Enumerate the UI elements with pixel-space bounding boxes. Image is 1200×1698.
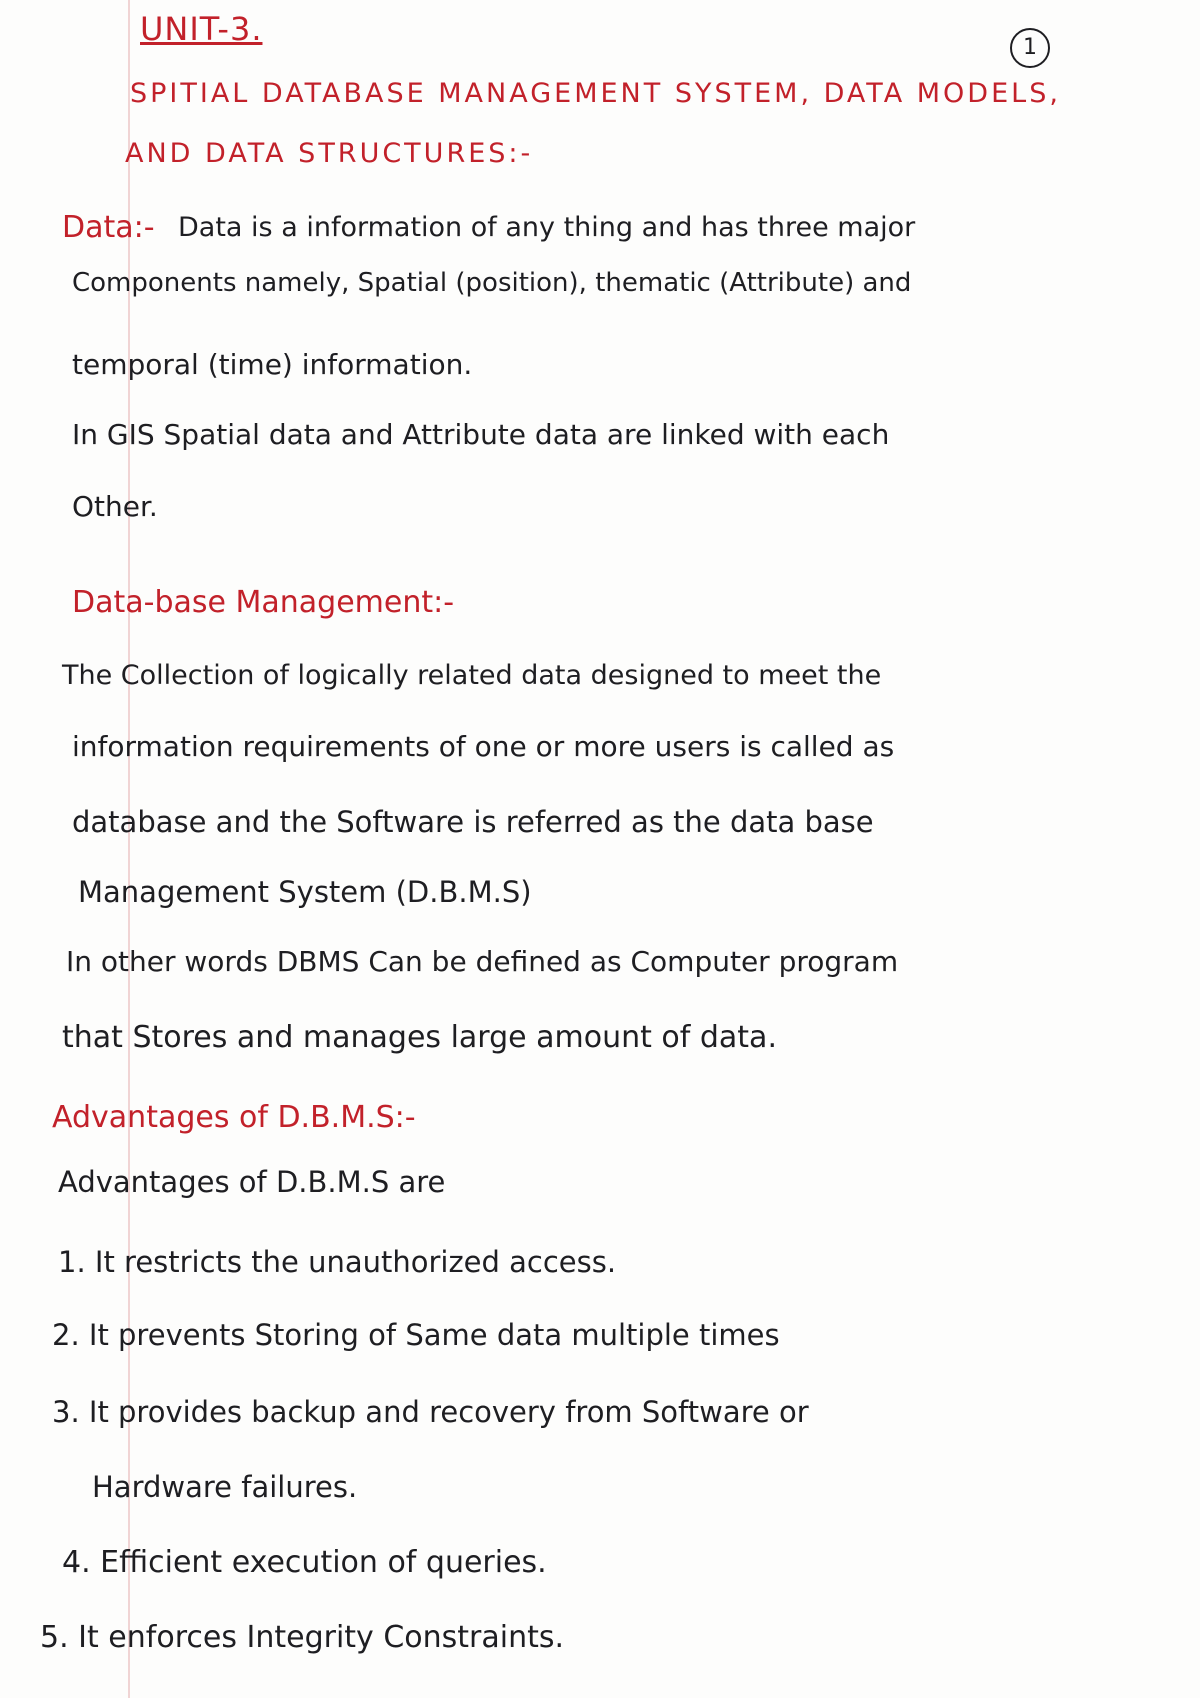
adv-item-4: 4. Efficient execution of queries.	[62, 1545, 547, 1580]
dbm-line-1: The Collection of logically related data designed to meet the	[62, 660, 882, 691]
data-heading: Data:-	[62, 210, 155, 245]
adv-item-2: 2. It prevents Storing of Same data multiple times	[52, 1318, 780, 1352]
data-line-5: Other.	[72, 490, 158, 523]
adv-item-1: 1. It restricts the unauthorized access.	[58, 1245, 617, 1279]
page-number: 1	[1010, 28, 1050, 68]
adv-heading: Advantages of D.B.M.S:-	[52, 1100, 416, 1135]
adv-item-3-cont: Hardware failures.	[92, 1470, 358, 1504]
margin-line	[128, 0, 130, 1698]
adv-intro: Advantages of D.B.M.S are	[58, 1165, 446, 1199]
data-line-4: In GIS Spatial data and Attribute data are linked with each	[72, 418, 890, 451]
adv-item-3: 3. It provides backup and recovery from Software or	[52, 1395, 809, 1429]
data-line-1: Data is a information of any thing and has three major	[178, 212, 916, 243]
title-line-2: AND DATA STRUCTURES:-	[125, 138, 534, 169]
data-line-2: Components namely, Spatial (position), thematic (Attribute) and	[72, 268, 912, 298]
dbm-line-5: In other words DBMS Can be defined as Computer program	[66, 945, 899, 978]
dbm-line-6: that Stores and manages large amount of data.	[62, 1020, 777, 1055]
title-line-1: SPITIAL DATABASE MANAGEMENT SYSTEM, DATA MODELS,	[130, 78, 1061, 109]
dbm-line-4: Management System (D.B.M.S)	[78, 875, 532, 909]
dbm-line-2: information requirements of one or more users is called as	[72, 730, 895, 763]
dbm-line-3: database and the Software is referred as the data base	[72, 805, 874, 839]
dbm-heading: Data-base Management:-	[72, 585, 455, 620]
data-line-3: temporal (time) information.	[72, 348, 473, 381]
adv-item-5: 5. It enforces Integrity Constraints.	[40, 1620, 565, 1655]
unit-heading: UNIT-3.	[140, 10, 263, 48]
